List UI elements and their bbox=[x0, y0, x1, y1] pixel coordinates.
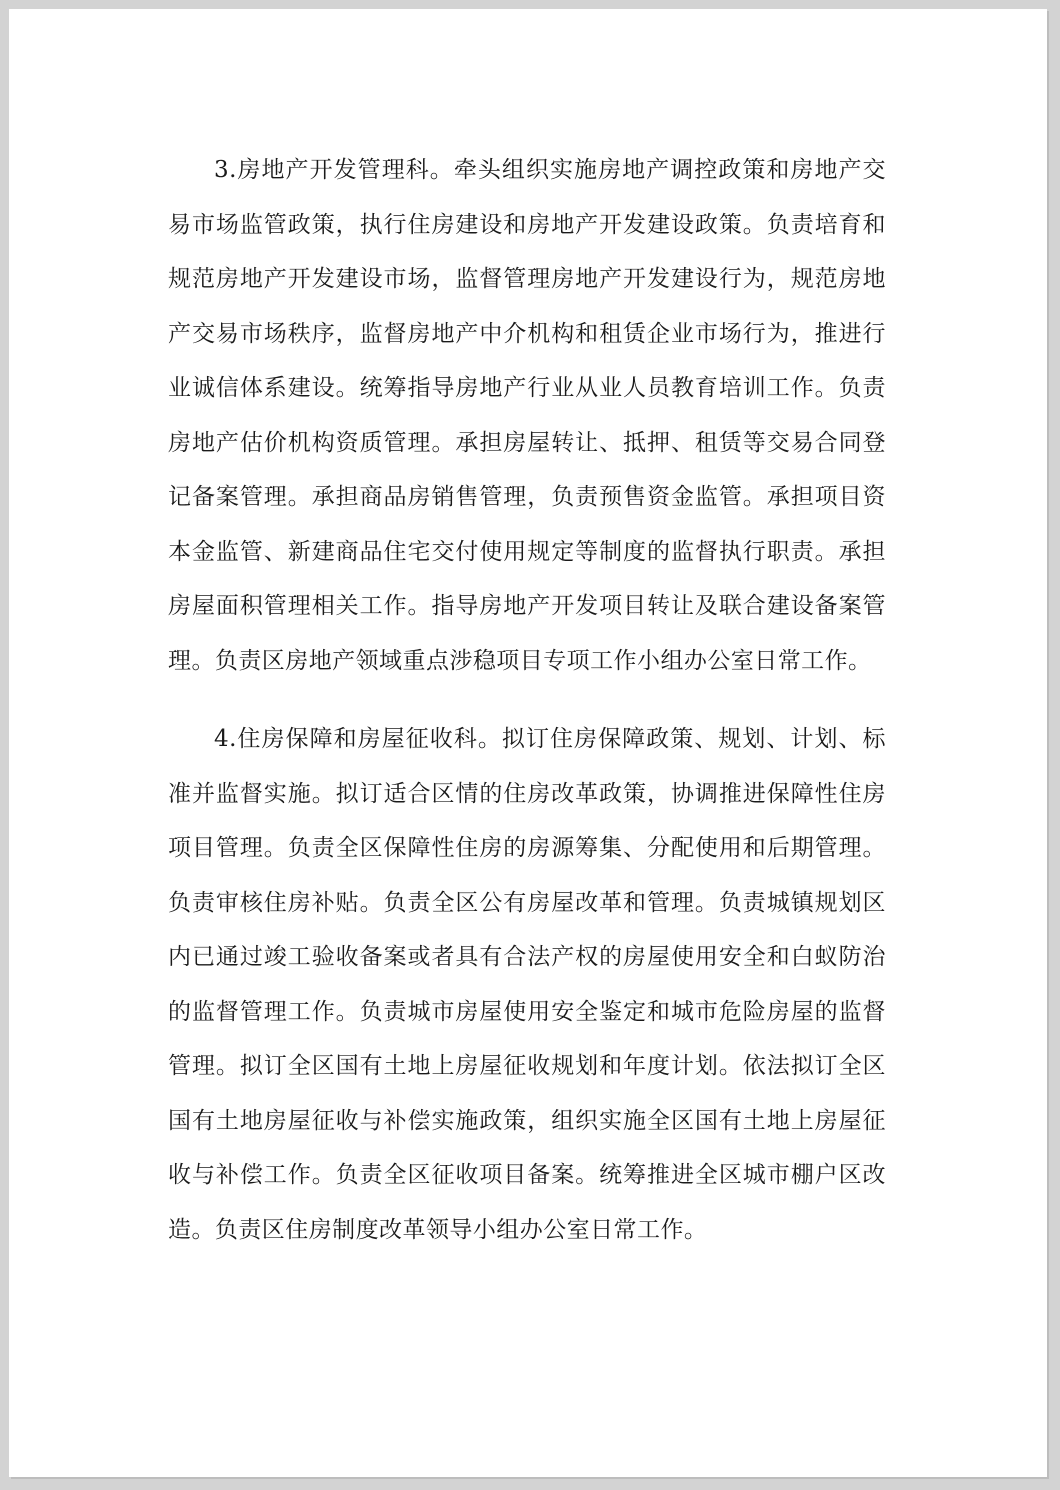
document-page bbox=[9, 9, 1047, 1477]
paragraph-housing-security: 4.住房保障和房屋征收科。拟订住房保障政策、规划、计划、标准并监督实施。拟订适合区情的住房改革政策，协调推进保障性住房项目管理。负责全区保障性住房的房源筹集、分配使用和后期管理。负责审核住房补贴。负责全区公有房屋改革和管理。负责城镇规划区内已通过竣工验收备案或者具有合法产权的房屋使用安全和白蚁防治的监督管理工作。负责城市房屋使用安全鉴定和城市危险房屋的监督管理。拟订全区国有土地上房屋征收规划和年度计划。依法拟订全区国有土地房屋征收与补偿实施政策，组织实施全区国有土地上房屋征收与补偿工作。负责全区征收项目备案。统筹推进全区城市棚户区改造。负责区住房制度改革领导小组办公室日常工作。 bbox=[168, 726, 886, 1243]
document-body bbox=[168, 143, 886, 1257]
paragraph-real-estate-development: 3.房地产开发管理科。牵头组织实施房地产调控政策和房地产交易市场监管政策，执行住房建设和房地产开发建设政策。负责培育和规范房地产开发建设市场，监督管理房地产开发建设行为，规范房地产交易市场秩序，监督房地产中介机构和租赁企业市场行为，推进行业诚信体系建设。统筹指导房地产行业从业人员教育培训工作。负责房地产估价机构资质管理。承担房屋转让、抵押、租赁等交易合同登记备案管理。承担商品房销售管理，负责预售资金监管。承担项目资本金监管、新建商品住宅交付使用规定等制度的监督执行职责。承担房屋面积管理相关工作。指导房地产开发项目转让及联合建设备案管理。负责区房地产领域重点涉稳项目专项工作小组办公室日常工作。 bbox=[168, 157, 886, 674]
